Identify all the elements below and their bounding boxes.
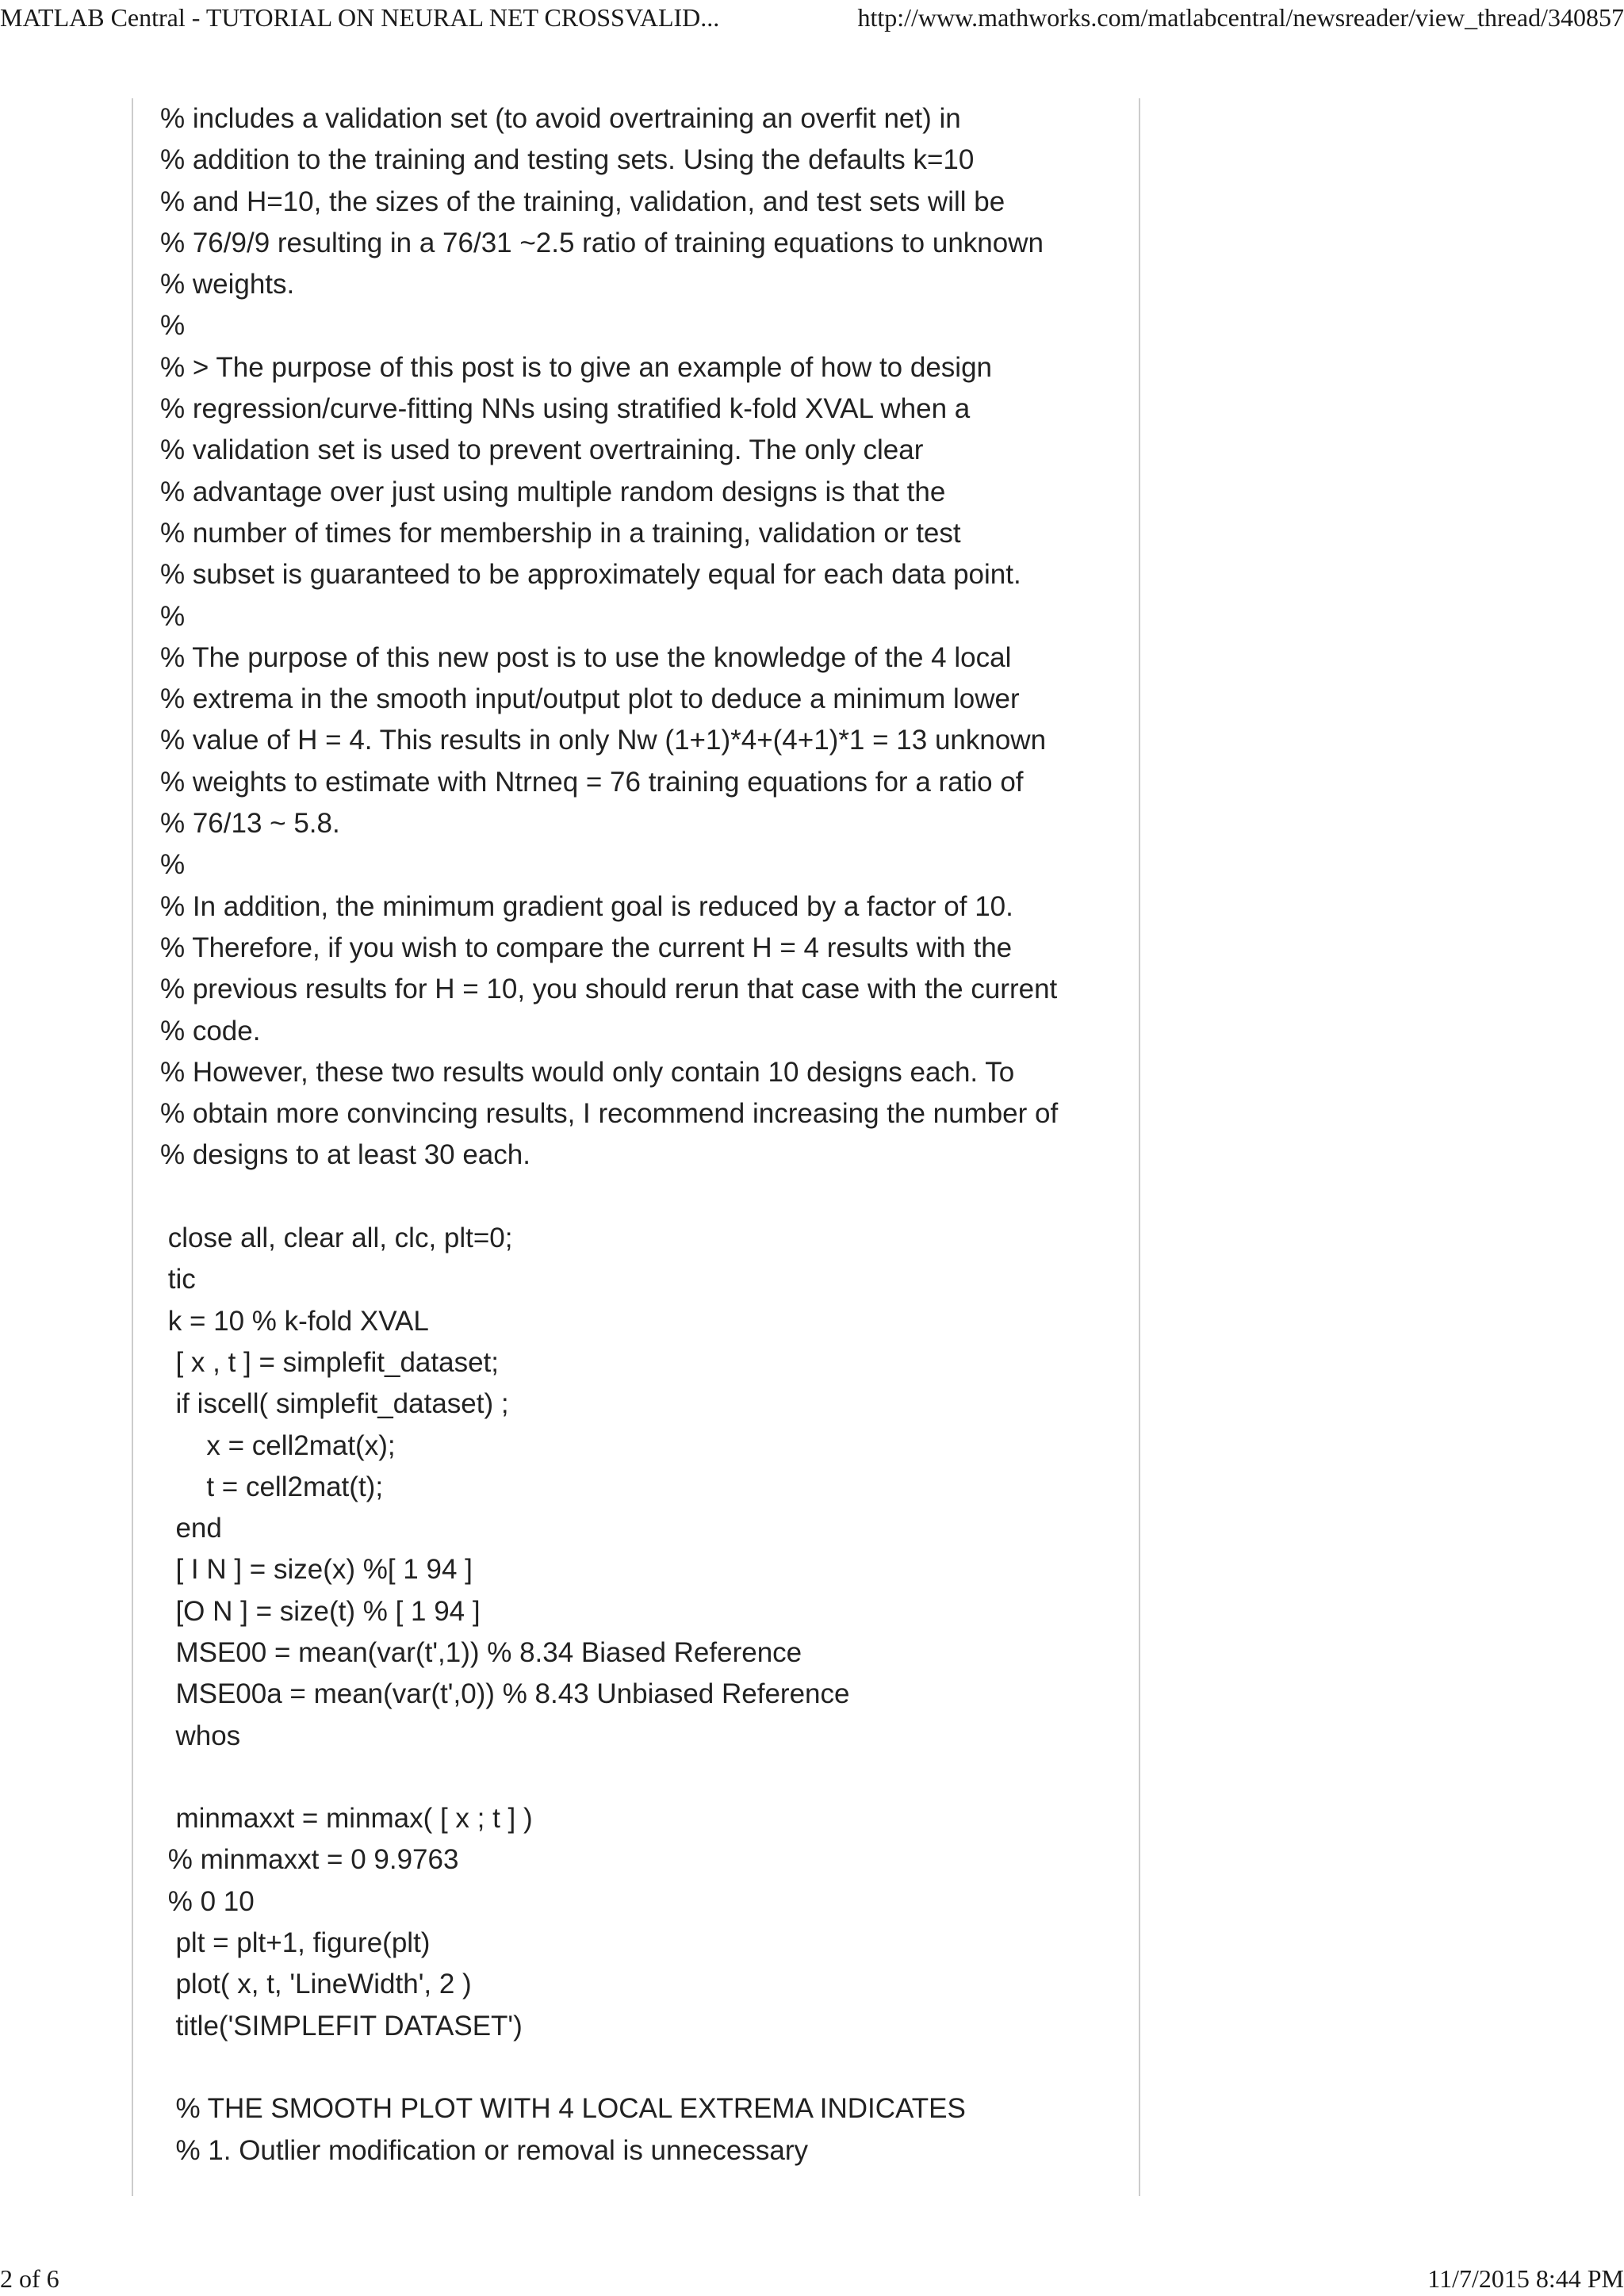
post-line: % validation set is used to prevent overtraining. The only clear — [160, 434, 924, 466]
post-line: % In addition, the minimum gradient goal is reduced by a factor of 10. — [160, 890, 1013, 922]
code-line — [160, 1757, 1128, 1798]
code-line: MSE00a = mean(var(t',0)) % 8.43 Unbiased Reference — [160, 1678, 850, 1710]
code-line: % minmaxxt = 0 9.9763 — [160, 1844, 459, 1876]
code-line: [O N ] = size(t) % [ 1 94 ] — [160, 1595, 481, 1627]
post-line: % — [160, 849, 186, 881]
code-line: whos — [160, 1720, 241, 1751]
page-number: 2 of 6 — [0, 2264, 59, 2293]
post-line: % and H=10, the sizes of the training, validation, and test sets will be — [160, 186, 1005, 217]
post-line: % number of times for membership in a training, validation or test — [160, 517, 961, 549]
post-line: % — [160, 600, 186, 632]
post-line: % 76/13 ~ 5.8. — [160, 808, 340, 840]
code-line: [ I N ] = size(x) %[ 1 94 ] — [160, 1554, 473, 1586]
code-line: [ x , t ] = simplefit_dataset; — [160, 1346, 499, 1378]
print-date: 11/7/2015 8:44 PM — [1427, 2264, 1624, 2293]
post-line: % weights to estimate with Ntrneq = 76 training equations for a ratio of — [160, 766, 1024, 798]
code-line: plt = plt+1, figure(plt) — [160, 1927, 431, 1959]
post-line: % However, these two results would only contain 10 designs each. To — [160, 1056, 1015, 1088]
post-line: % weights. — [160, 269, 295, 300]
code-line: k = 10 % k-fold XVAL — [160, 1305, 429, 1337]
code-line — [160, 2047, 1128, 2088]
post-line: % addition to the training and testing sets. Using the defaults k=10 — [160, 144, 975, 176]
post-line: % value of H = 4. This results in only Nw (1+1)*4+(4+1)*1 = 13 unknown — [160, 725, 1047, 756]
post-line: % code. — [160, 1015, 261, 1047]
code-line: % THE SMOOTH PLOT WITH 4 LOCAL EXTREMA INDICATES — [160, 2093, 966, 2125]
post-line: % 76/9/9 resulting in a 76/31 ~2.5 ratio of training equations to unknown — [160, 227, 1044, 258]
post-line: % regression/curve-fitting NNs using stratified k-fold XVAL when a — [160, 393, 971, 425]
code-line: t = cell2mat(t); — [160, 1471, 384, 1502]
post-line: % designs to at least 30 each. — [160, 1139, 530, 1171]
code-line: % 1. Outlier modification or removal is unnecessary — [160, 2134, 808, 2166]
code-line: close all, clear all, clc, plt=0; — [160, 1223, 513, 1254]
post-line: % subset is guaranteed to be approximately equal for each data point. — [160, 559, 1021, 591]
code-line: end — [160, 1513, 222, 1544]
post-line: % previous results for H = 10, you should rerun that case with the current — [160, 974, 1058, 1005]
code-line: minmaxxt = minmax( [ x ; t ] ) — [160, 1803, 533, 1835]
code-line: if iscell( simplefit_dataset) ; — [160, 1388, 509, 1420]
code-line: MSE00 = mean(var(t',1)) % 8.34 Biased Reference — [160, 1636, 802, 1668]
post-line: % obtain more convincing results, I recommend increasing the number of — [160, 1098, 1059, 1130]
page-url: http://www.mathworks.com/matlabcentral/newsreader/view_thread/340857 — [857, 3, 1624, 32]
post-line — [160, 1177, 1128, 1218]
post-line: % includes a validation set (to avoid overtraining an overfit net) in — [160, 103, 961, 134]
code-line: x = cell2mat(x); — [160, 1429, 396, 1461]
code-line: title('SIMPLEFIT DATASET') — [160, 2010, 523, 2042]
print-footer — [0, 2261, 1624, 2296]
page-title: MATLAB Central - TUTORIAL ON NEURAL NET CROSSVALID... — [0, 3, 720, 32]
post-line: % advantage over just using multiple random designs is that the — [160, 476, 946, 507]
post-line: % The purpose of this new post is to use the knowledge of the 4 local — [160, 641, 1012, 673]
code-line: % 0 10 — [160, 1885, 255, 1917]
post-line: % Therefore, if you wish to compare the current H = 4 results with the — [160, 932, 1013, 963]
code-line: plot( x, t, 'LineWidth', 2 ) — [160, 1969, 472, 2000]
code-line: tic — [160, 1264, 196, 1295]
print-header — [0, 0, 1624, 35]
post-line: % extrema in the smooth input/output plot to deduce a minimum lower — [160, 683, 1020, 715]
post-line: % — [160, 310, 186, 342]
post-line: % > The purpose of this post is to give an example of how to design — [160, 351, 993, 383]
post-body — [160, 98, 1128, 2172]
